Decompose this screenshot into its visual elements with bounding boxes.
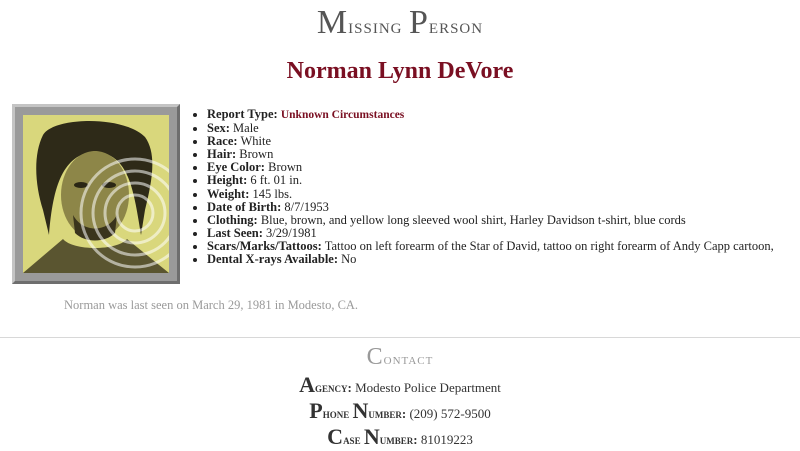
contact-heading <box>0 344 800 371</box>
detail-label: Date of Birth: <box>207 199 282 214</box>
contact-phone-value[interactable]: (209) 572-9500 <box>409 406 491 421</box>
contact-agency-label <box>299 372 352 397</box>
label-rest: umber: <box>368 406 407 421</box>
label-cap: P <box>309 398 323 423</box>
detail-value: 6 ft. 01 in. <box>250 173 303 188</box>
title-rest-erson: erson <box>428 13 484 38</box>
detail-sex <box>207 122 774 135</box>
page-title <box>0 4 800 42</box>
detail-value: Blue, brown, and yellow long sleeved wool shirt, Harley Davidson t-shirt, blue cords <box>260 212 686 227</box>
detail-value: Tattoo on left forearm of the Star of David, tattoo on right forearm of Andy Capp cartoon, <box>324 238 774 253</box>
label-cap: N <box>363 424 380 449</box>
detail-label: Height: <box>207 173 248 188</box>
detail-label: Sex: <box>207 121 230 136</box>
detail-label: Weight: <box>207 186 250 201</box>
person-name: Norman Lynn DeVore <box>286 58 514 84</box>
section-divider <box>0 337 800 338</box>
case-summary: Norman was last seen on March 29, 1981 in Modesto, CA. <box>64 298 359 312</box>
contact-agency <box>0 372 800 398</box>
label-rest: umber: <box>379 432 418 447</box>
detail-value: 8/7/1953 <box>284 199 329 214</box>
detail-label: Race: <box>207 134 238 149</box>
detail-value: 3/29/1981 <box>266 225 317 240</box>
detail-label: Scars/Marks/Tattoos: <box>207 238 322 253</box>
label-cap: C <box>327 424 344 449</box>
detail-report-type <box>207 108 774 122</box>
person-photo <box>23 115 169 273</box>
contact-heading-cap: C <box>366 344 384 370</box>
person-photo-frame <box>12 104 180 284</box>
title-rest-issing: issing <box>348 13 403 38</box>
detail-value: Brown <box>268 160 303 175</box>
detail-label: Last Seen: <box>207 225 263 240</box>
detail-label: Hair: <box>207 147 237 162</box>
contact-phone-label <box>309 398 407 423</box>
detail-label: Eye Color: <box>207 160 265 175</box>
detail-label: Dental X-rays Available: <box>207 252 339 267</box>
detail-value: White <box>240 134 271 149</box>
contact-agency-value: Modesto Police Department <box>355 380 501 395</box>
detail-race <box>207 135 774 148</box>
contact-heading-rest: ontact <box>383 351 434 368</box>
contact-case-label <box>327 424 418 449</box>
detail-label: Clothing: <box>207 212 258 227</box>
label-cap: N <box>352 398 369 423</box>
label-rest: hone <box>322 406 353 421</box>
detail-value: Unknown Circumstances <box>280 109 405 121</box>
detail-dental-xrays <box>207 253 774 266</box>
detail-value: 145 lbs. <box>252 186 293 201</box>
label-rest: ase <box>343 432 364 447</box>
details-list <box>192 108 774 266</box>
detail-value: Brown <box>239 147 274 162</box>
title-cap-m: M <box>316 4 349 41</box>
label-cap: A <box>299 372 315 397</box>
contact-case-number <box>0 424 800 450</box>
contact-phone <box>0 398 800 424</box>
detail-value: Male <box>233 121 259 136</box>
label-rest: gency: <box>314 380 352 395</box>
detail-label: Report Type: <box>207 107 278 121</box>
person-photo-image <box>23 115 169 273</box>
contact-case-value: 81019223 <box>420 432 473 447</box>
title-cap-p: P <box>408 4 429 41</box>
detail-value: No <box>341 252 357 267</box>
